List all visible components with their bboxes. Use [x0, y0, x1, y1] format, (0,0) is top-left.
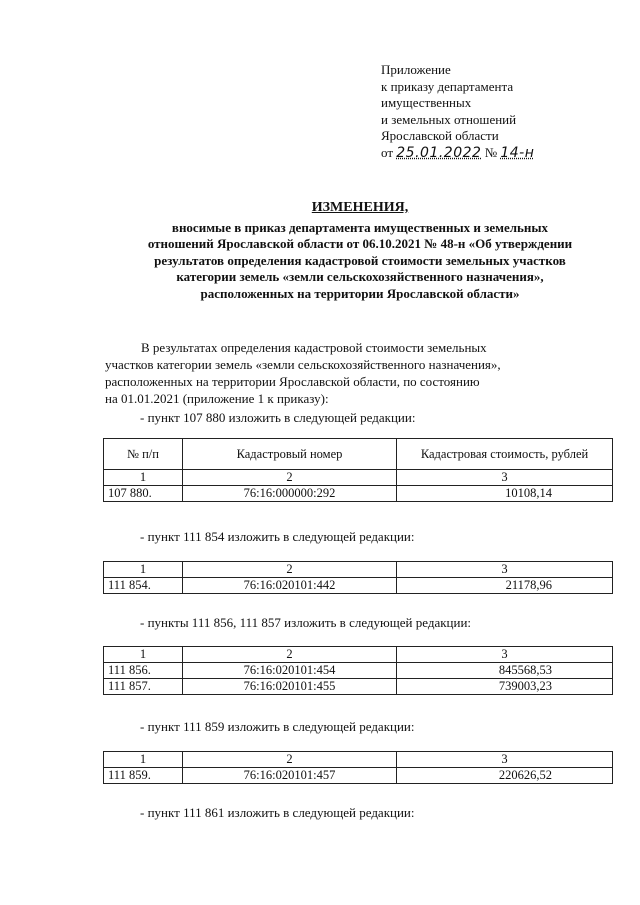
- list-item: - пункт 111 861 изложить в следующей редакции:: [140, 805, 415, 820]
- title-heading: ИЗМЕНЕНИЯ,: [311, 200, 409, 215]
- appendix-date-line: [381, 145, 534, 162]
- table-numbering-row: [104, 470, 613, 486]
- cell-cadastral: 76:16:000000:292: [183, 486, 397, 502]
- handwritten-date: 25.01.2022: [396, 144, 482, 161]
- intro-line: В результатах определения кадастровой стоимости земельных: [141, 340, 487, 355]
- cell-value: 21178,96: [397, 578, 613, 594]
- appendix-line: Ярославской области: [381, 128, 499, 143]
- title-line: отношений Ярославской области от 06.10.2021 № 48-н «Об утверждении: [147, 236, 573, 251]
- col-num: 1: [104, 647, 183, 663]
- col-num: 1: [104, 470, 183, 486]
- cell-cadastral: 76:16:020101:457: [183, 768, 397, 784]
- cell-value: 739003,23: [397, 679, 613, 695]
- table-row: [104, 768, 613, 784]
- header-cadastral: Кадастровый номер: [183, 439, 397, 470]
- title-line: результатов определения кадастровой стоимости земельных участков: [154, 252, 566, 268]
- appendix-line: имущественных: [381, 95, 472, 110]
- cell-number: 111 857.: [104, 679, 183, 695]
- table-row: [104, 679, 613, 695]
- data-table: [103, 438, 613, 502]
- cell-number: 111 859.: [104, 768, 183, 784]
- col-num: 2: [183, 470, 397, 486]
- appendix-block: [381, 62, 534, 161]
- table-header-row: [104, 439, 613, 470]
- intro-paragraph: [105, 339, 613, 407]
- table-numbering-row: [104, 562, 613, 578]
- col-num: 2: [183, 647, 397, 663]
- col-num: 2: [183, 562, 397, 578]
- intro-line: на 01.01.2021 (приложение 1 к приказу):: [105, 391, 329, 406]
- cell-value: 10108,14: [397, 486, 613, 502]
- cell-value: 220626,52: [397, 768, 613, 784]
- cell-value: 845568,53: [397, 663, 613, 679]
- list-item: - пункты 111 856, 111 857 изложить в следующей редакции:: [140, 615, 472, 630]
- table-row: [104, 486, 613, 502]
- col-num: 1: [104, 562, 183, 578]
- col-num: 1: [104, 752, 183, 768]
- data-table: [103, 751, 613, 784]
- data-table: [103, 646, 613, 695]
- list-item: - пункт 107 880 изложить в следующей редакции:: [140, 410, 416, 425]
- table-numbering-row: [104, 752, 613, 768]
- col-num: 3: [397, 470, 613, 486]
- table-row: [104, 663, 613, 679]
- col-num: 3: [397, 752, 613, 768]
- list-item: - пункт 111 859 изложить в следующей редакции:: [140, 719, 415, 734]
- title-line: категории земель «земли сельскохозяйственного назначения»,: [176, 269, 544, 284]
- title-line: вносимые в приказ департамента имущественных и земельных: [171, 219, 549, 235]
- data-table: [103, 561, 613, 594]
- col-num: 3: [397, 647, 613, 663]
- cell-cadastral: 76:16:020101:442: [183, 578, 397, 594]
- list-item: - пункт 111 854 изложить в следующей редакции:: [140, 529, 415, 544]
- cell-cadastral: 76:16:020101:455: [183, 679, 397, 695]
- appendix-line: и земельных отношений: [381, 111, 517, 127]
- cell-number: 111 854.: [104, 578, 183, 594]
- col-num: 3: [397, 562, 613, 578]
- title-line: расположенных на территории Ярославской области»: [200, 285, 520, 301]
- cell-number: 111 856.: [104, 663, 183, 679]
- table-row: [104, 578, 613, 594]
- header-number: № п/п: [104, 439, 183, 470]
- col-num: 2: [183, 752, 397, 768]
- intro-line: расположенных на территории Ярославской области, по состоянию: [105, 374, 480, 389]
- table-numbering-row: [104, 647, 613, 663]
- cell-cadastral: 76:16:020101:454: [183, 663, 397, 679]
- cell-number: 107 880.: [104, 486, 183, 502]
- appendix-line: Приложение: [381, 62, 451, 77]
- appendix-line: к приказу департамента: [381, 78, 514, 94]
- intro-line: участков категории земель «земли сельскохозяйственного назначения»,: [105, 357, 501, 372]
- document-title: [100, 200, 620, 302]
- ot-label: от: [381, 144, 394, 160]
- header-value: Кадастровая стоимость, рублей: [397, 439, 613, 470]
- number-label: №: [484, 144, 498, 160]
- handwritten-number: 14-н: [500, 144, 535, 161]
